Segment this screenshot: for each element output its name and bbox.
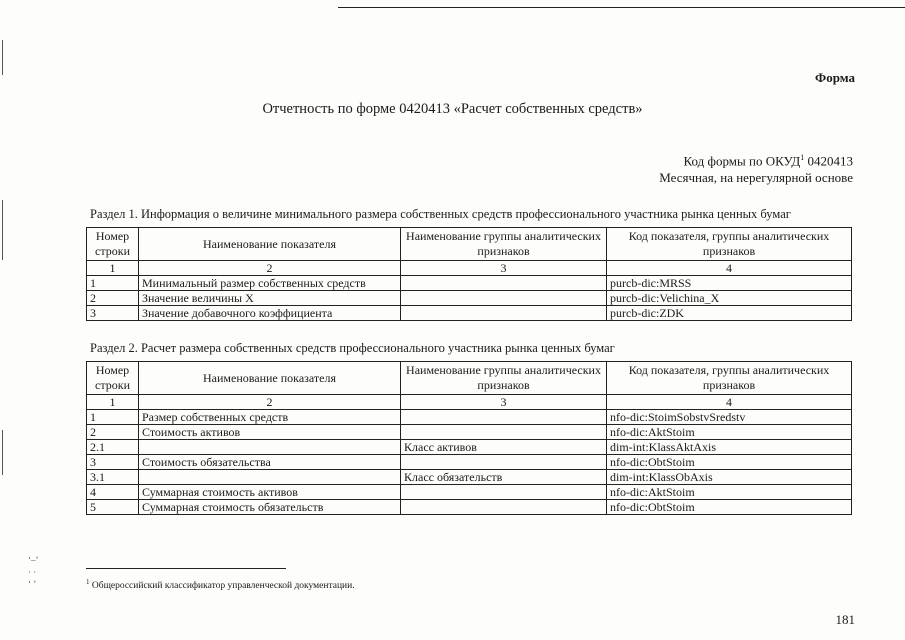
row-name: Значение величины X [139,291,401,306]
table-row [87,485,852,500]
table-header-row [87,362,852,395]
row-group [401,425,607,440]
header-cell: Код показателя, группы аналитических признаков [607,228,852,261]
table-row [87,410,852,425]
row-group: Класс активов [401,440,607,455]
scan-margin-marks: ‘–’ · · ‘ ’ [28,555,39,589]
form-code-block [659,149,853,186]
row-name: Стоимость обязательства [139,455,401,470]
periodicity: Месячная, на нерегулярной основе [659,170,853,186]
row-number: 2.1 [87,440,139,455]
table-row [87,306,852,321]
row-number: 1 [87,276,139,291]
form-code-prefix: Код формы по ОКУД [683,153,801,169]
document-title: Отчетность по форме 0420413 «Расчет собственных средств» [262,101,643,117]
row-number: 4 [87,485,139,500]
row-name: Значение добавочного коэффициента [139,306,401,321]
column-number: 3 [401,261,607,276]
left-margin-mark [2,40,3,75]
form-code-value: 0420413 [804,153,853,169]
section2-title: Раздел 2. Расчет размера собственных средств профессионального участника рынка ценных бумаг [90,341,615,355]
table-row [87,455,852,470]
page-number: 181 [835,612,855,627]
row-number: 2 [87,425,139,440]
header-cell: Номер строки [87,228,139,261]
header-cell: Наименование группы аналитических признаков [401,362,607,395]
row-code: nfo-dic:AktStoim [607,425,852,440]
row-name: Суммарная стоимость активов [139,485,401,500]
table-row [87,291,852,306]
row-code: dim-int:KlassAktAxis [607,440,852,455]
table-row [87,425,852,440]
row-code: nfo-dic:AktStoim [607,485,852,500]
header-cell: Номер строки [87,362,139,395]
row-number: 3.1 [87,470,139,485]
table-row [87,470,852,485]
row-name [139,470,401,485]
section1-table [86,227,852,321]
header-cell: Наименование группы аналитических признаков [401,228,607,261]
table-row [87,276,852,291]
row-name [139,440,401,455]
row-name: Минимальный размер собственных средств [139,276,401,291]
row-name: Суммарная стоимость обязательств [139,500,401,515]
table-row [87,500,852,515]
row-code: nfo-dic:ObtStoim [607,455,852,470]
header-cell: Наименование показателя [139,362,401,395]
form-code-line [659,149,853,169]
row-code: purcb-dic:MRSS [607,276,852,291]
footnote-ref: 1 [800,153,805,162]
row-code: purcb-dic:Velichina_X [607,291,852,306]
row-number: 2 [87,291,139,306]
column-number-row [87,261,852,276]
row-number: 3 [87,306,139,321]
row-group [401,455,607,470]
left-margin-mark [2,200,3,260]
row-group [401,485,607,500]
header-cell: Наименование показателя [139,228,401,261]
top-rule [338,7,905,8]
section2-table [86,361,852,515]
column-number: 2 [139,261,401,276]
table-row [87,440,852,455]
footnote [86,578,355,591]
row-name: Стоимость активов [139,425,401,440]
row-number: 3 [87,455,139,470]
header-cell: Код показателя, группы аналитических признаков [607,362,852,395]
row-number: 1 [87,410,139,425]
column-number: 3 [401,395,607,410]
row-code: dim-int:KlassObAxis [607,470,852,485]
column-number: 2 [139,395,401,410]
table-header-row [87,228,852,261]
row-group [401,276,607,291]
section1-title: Раздел 1. Информация о величине минимального размера собственных средств профессионального участника рынка ценных бумаг [90,207,791,221]
row-group [401,410,607,425]
form-label: Форма [815,70,855,85]
column-number: 1 [87,395,139,410]
row-code: purcb-dic:ZDK [607,306,852,321]
column-number-row [87,395,852,410]
row-group [401,291,607,306]
row-code: nfo-dic:StoimSobstvSredstv [607,410,852,425]
row-group [401,500,607,515]
row-code: nfo-dic:ObtStoim [607,500,852,515]
row-number: 5 [87,500,139,515]
column-number: 4 [607,395,852,410]
column-number: 1 [87,261,139,276]
row-group [401,306,607,321]
footnote-marker: 1 [86,578,90,586]
left-margin-mark [2,430,3,475]
footnote-text: Общероссийский классификатор управленческой документации. [89,581,355,592]
row-name: Размер собственных средств [139,410,401,425]
row-group: Класс обязательств [401,470,607,485]
footnote-rule [86,568,286,569]
column-number: 4 [607,261,852,276]
